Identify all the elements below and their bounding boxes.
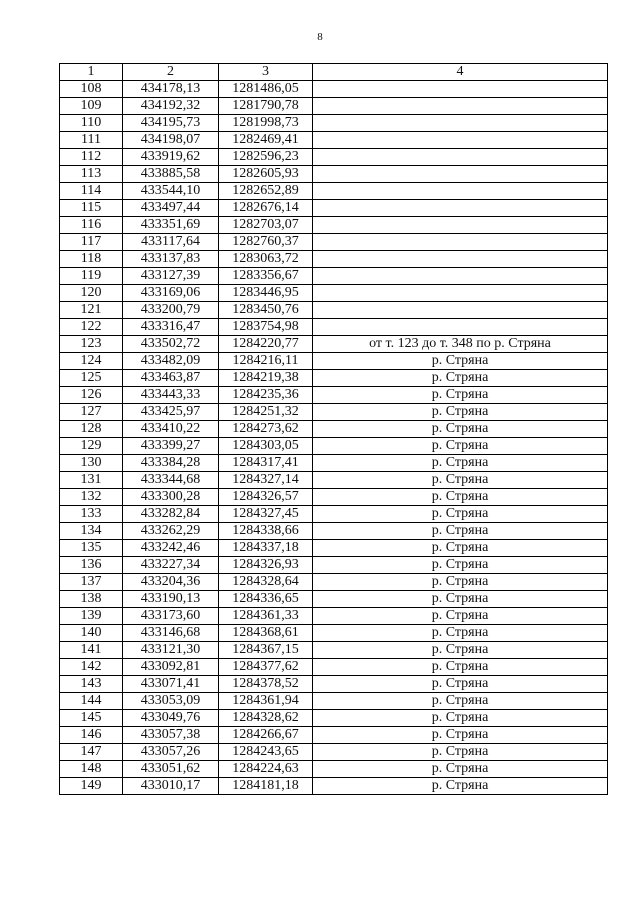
point-number-cell: 145 xyxy=(60,710,123,727)
description-cell: р. Стряна xyxy=(313,608,608,625)
point-number-cell: 131 xyxy=(60,472,123,489)
y-coordinate-cell: 1284326,93 xyxy=(219,557,313,574)
x-coordinate-cell: 433200,79 xyxy=(123,302,219,319)
description-cell: р. Стряна xyxy=(313,523,608,540)
description-cell: р. Стряна xyxy=(313,744,608,761)
y-coordinate-cell: 1283754,98 xyxy=(219,319,313,336)
x-coordinate-cell: 433262,29 xyxy=(123,523,219,540)
description-cell: р. Стряна xyxy=(313,404,608,421)
point-number-cell: 118 xyxy=(60,251,123,268)
point-number-cell: 122 xyxy=(60,319,123,336)
point-number-cell: 125 xyxy=(60,370,123,387)
table-row xyxy=(60,217,608,234)
y-coordinate-cell: 1284327,14 xyxy=(219,472,313,489)
table-row xyxy=(60,761,608,778)
point-number-cell: 114 xyxy=(60,183,123,200)
table-row xyxy=(60,319,608,336)
description-cell: р. Стряна xyxy=(313,387,608,404)
coordinates-table xyxy=(59,63,608,795)
point-number-cell: 129 xyxy=(60,438,123,455)
table-row xyxy=(60,302,608,319)
point-number-cell: 123 xyxy=(60,336,123,353)
description-cell: р. Стряна xyxy=(313,625,608,642)
point-number-cell: 148 xyxy=(60,761,123,778)
table-row xyxy=(60,506,608,523)
x-coordinate-cell: 433344,68 xyxy=(123,472,219,489)
point-number-cell: 133 xyxy=(60,506,123,523)
point-number-cell: 139 xyxy=(60,608,123,625)
table-row xyxy=(60,353,608,370)
y-coordinate-cell: 1284303,05 xyxy=(219,438,313,455)
table-row xyxy=(60,659,608,676)
description-cell xyxy=(313,81,608,98)
description-cell: р. Стряна xyxy=(313,591,608,608)
point-number-cell: 117 xyxy=(60,234,123,251)
x-coordinate-cell: 433057,38 xyxy=(123,727,219,744)
point-number-cell: 130 xyxy=(60,455,123,472)
table-row xyxy=(60,523,608,540)
x-coordinate-cell: 434192,32 xyxy=(123,98,219,115)
table-row xyxy=(60,336,608,353)
x-coordinate-cell: 433482,09 xyxy=(123,353,219,370)
y-coordinate-cell: 1284336,65 xyxy=(219,591,313,608)
table-row xyxy=(60,234,608,251)
x-coordinate-cell: 433316,47 xyxy=(123,319,219,336)
y-coordinate-cell: 1282676,14 xyxy=(219,200,313,217)
y-coordinate-cell: 1284266,67 xyxy=(219,727,313,744)
description-cell xyxy=(313,115,608,132)
description-cell: р. Стряна xyxy=(313,659,608,676)
point-number-cell: 121 xyxy=(60,302,123,319)
header-col-1: 1 xyxy=(60,64,123,81)
point-number-cell: 112 xyxy=(60,149,123,166)
point-number-cell: 146 xyxy=(60,727,123,744)
header-row xyxy=(60,64,608,81)
point-number-cell: 135 xyxy=(60,540,123,557)
x-coordinate-cell: 433146,68 xyxy=(123,625,219,642)
x-coordinate-cell: 433463,87 xyxy=(123,370,219,387)
y-coordinate-cell: 1284243,65 xyxy=(219,744,313,761)
table-row xyxy=(60,132,608,149)
y-coordinate-cell: 1284328,62 xyxy=(219,710,313,727)
table-row xyxy=(60,268,608,285)
x-coordinate-cell: 433127,39 xyxy=(123,268,219,285)
x-coordinate-cell: 434195,73 xyxy=(123,115,219,132)
table-row xyxy=(60,574,608,591)
y-coordinate-cell: 1284378,52 xyxy=(219,676,313,693)
y-coordinate-cell: 1284219,38 xyxy=(219,370,313,387)
table-row xyxy=(60,200,608,217)
table-row xyxy=(60,625,608,642)
description-cell xyxy=(313,98,608,115)
table-row xyxy=(60,455,608,472)
y-coordinate-cell: 1284224,63 xyxy=(219,761,313,778)
y-coordinate-cell: 1284326,57 xyxy=(219,489,313,506)
description-cell xyxy=(313,149,608,166)
y-coordinate-cell: 1282469,41 xyxy=(219,132,313,149)
point-number-cell: 126 xyxy=(60,387,123,404)
description-cell xyxy=(313,183,608,200)
x-coordinate-cell: 433057,26 xyxy=(123,744,219,761)
description-cell xyxy=(313,200,608,217)
y-coordinate-cell: 1282760,37 xyxy=(219,234,313,251)
table-row xyxy=(60,608,608,625)
table-row xyxy=(60,744,608,761)
point-number-cell: 132 xyxy=(60,489,123,506)
point-number-cell: 140 xyxy=(60,625,123,642)
table-row xyxy=(60,370,608,387)
y-coordinate-cell: 1284367,15 xyxy=(219,642,313,659)
table-row xyxy=(60,676,608,693)
table-row xyxy=(60,642,608,659)
point-number-cell: 115 xyxy=(60,200,123,217)
point-number-cell: 127 xyxy=(60,404,123,421)
x-coordinate-cell: 433497,44 xyxy=(123,200,219,217)
description-cell: р. Стряна xyxy=(313,676,608,693)
y-coordinate-cell: 1284327,45 xyxy=(219,506,313,523)
y-coordinate-cell: 1282703,07 xyxy=(219,217,313,234)
description-cell: р. Стряна xyxy=(313,727,608,744)
y-coordinate-cell: 1283356,67 xyxy=(219,268,313,285)
x-coordinate-cell: 433121,30 xyxy=(123,642,219,659)
table-row xyxy=(60,778,608,795)
x-coordinate-cell: 433173,60 xyxy=(123,608,219,625)
x-coordinate-cell: 433443,33 xyxy=(123,387,219,404)
description-cell: р. Стряна xyxy=(313,778,608,795)
x-coordinate-cell: 433053,09 xyxy=(123,693,219,710)
table-header xyxy=(60,64,608,81)
description-cell xyxy=(313,217,608,234)
y-coordinate-cell: 1284220,77 xyxy=(219,336,313,353)
header-col-4: 4 xyxy=(313,64,608,81)
description-cell xyxy=(313,132,608,149)
description-cell xyxy=(313,234,608,251)
description-cell: р. Стряна xyxy=(313,353,608,370)
point-number-cell: 116 xyxy=(60,217,123,234)
table-row xyxy=(60,540,608,557)
y-coordinate-cell: 1284273,62 xyxy=(219,421,313,438)
description-cell: р. Стряна xyxy=(313,761,608,778)
y-coordinate-cell: 1284361,33 xyxy=(219,608,313,625)
point-number-cell: 110 xyxy=(60,115,123,132)
description-cell: р. Стряна xyxy=(313,506,608,523)
table-row xyxy=(60,149,608,166)
table-row xyxy=(60,421,608,438)
y-coordinate-cell: 1284317,41 xyxy=(219,455,313,472)
description-cell xyxy=(313,251,608,268)
x-coordinate-cell: 433410,22 xyxy=(123,421,219,438)
description-cell: р. Стряна xyxy=(313,642,608,659)
table-body xyxy=(60,81,608,795)
table-row xyxy=(60,591,608,608)
point-number-cell: 128 xyxy=(60,421,123,438)
description-cell: р. Стряна xyxy=(313,557,608,574)
description-cell xyxy=(313,285,608,302)
x-coordinate-cell: 433204,36 xyxy=(123,574,219,591)
x-coordinate-cell: 434198,07 xyxy=(123,132,219,149)
y-coordinate-cell: 1281998,73 xyxy=(219,115,313,132)
point-number-cell: 124 xyxy=(60,353,123,370)
point-number-cell: 144 xyxy=(60,693,123,710)
description-cell: р. Стряна xyxy=(313,370,608,387)
y-coordinate-cell: 1284338,66 xyxy=(219,523,313,540)
x-coordinate-cell: 433010,17 xyxy=(123,778,219,795)
table-row xyxy=(60,693,608,710)
point-number-cell: 113 xyxy=(60,166,123,183)
description-cell: р. Стряна xyxy=(313,693,608,710)
x-coordinate-cell: 433117,64 xyxy=(123,234,219,251)
description-cell: р. Стряна xyxy=(313,421,608,438)
y-coordinate-cell: 1281486,05 xyxy=(219,81,313,98)
description-cell xyxy=(313,319,608,336)
y-coordinate-cell: 1284368,61 xyxy=(219,625,313,642)
table-row xyxy=(60,557,608,574)
x-coordinate-cell: 433502,72 xyxy=(123,336,219,353)
x-coordinate-cell: 433300,28 xyxy=(123,489,219,506)
y-coordinate-cell: 1281790,78 xyxy=(219,98,313,115)
x-coordinate-cell: 433351,69 xyxy=(123,217,219,234)
y-coordinate-cell: 1284377,62 xyxy=(219,659,313,676)
point-number-cell: 120 xyxy=(60,285,123,302)
table-row xyxy=(60,166,608,183)
x-coordinate-cell: 433169,06 xyxy=(123,285,219,302)
table-row xyxy=(60,115,608,132)
table-row xyxy=(60,710,608,727)
point-number-cell: 109 xyxy=(60,98,123,115)
table-row xyxy=(60,727,608,744)
y-coordinate-cell: 1284361,94 xyxy=(219,693,313,710)
x-coordinate-cell: 433425,97 xyxy=(123,404,219,421)
x-coordinate-cell: 433282,84 xyxy=(123,506,219,523)
description-cell: р. Стряна xyxy=(313,710,608,727)
x-coordinate-cell: 433137,83 xyxy=(123,251,219,268)
point-number-cell: 149 xyxy=(60,778,123,795)
point-number-cell: 108 xyxy=(60,81,123,98)
description-cell: р. Стряна xyxy=(313,540,608,557)
x-coordinate-cell: 433071,41 xyxy=(123,676,219,693)
table-row xyxy=(60,489,608,506)
y-coordinate-cell: 1284337,18 xyxy=(219,540,313,557)
header-col-2: 2 xyxy=(123,64,219,81)
description-cell: р. Стряна xyxy=(313,438,608,455)
y-coordinate-cell: 1284328,64 xyxy=(219,574,313,591)
table-row xyxy=(60,251,608,268)
table-row xyxy=(60,387,608,404)
point-number-cell: 141 xyxy=(60,642,123,659)
table-row xyxy=(60,404,608,421)
x-coordinate-cell: 433919,62 xyxy=(123,149,219,166)
point-number-cell: 119 xyxy=(60,268,123,285)
x-coordinate-cell: 433384,28 xyxy=(123,455,219,472)
x-coordinate-cell: 433399,27 xyxy=(123,438,219,455)
description-cell: р. Стряна xyxy=(313,472,608,489)
table-row xyxy=(60,183,608,200)
point-number-cell: 136 xyxy=(60,557,123,574)
x-coordinate-cell: 433051,62 xyxy=(123,761,219,778)
table-row xyxy=(60,438,608,455)
x-coordinate-cell: 433544,10 xyxy=(123,183,219,200)
x-coordinate-cell: 433242,46 xyxy=(123,540,219,557)
x-coordinate-cell: 433092,81 xyxy=(123,659,219,676)
x-coordinate-cell: 433049,76 xyxy=(123,710,219,727)
description-cell: от т. 123 до т. 348 по р. Стряна xyxy=(313,336,608,353)
y-coordinate-cell: 1282605,93 xyxy=(219,166,313,183)
point-number-cell: 143 xyxy=(60,676,123,693)
x-coordinate-cell: 433885,58 xyxy=(123,166,219,183)
table-row xyxy=(60,472,608,489)
description-cell xyxy=(313,166,608,183)
y-coordinate-cell: 1282652,89 xyxy=(219,183,313,200)
table-row xyxy=(60,98,608,115)
point-number-cell: 142 xyxy=(60,659,123,676)
y-coordinate-cell: 1283450,76 xyxy=(219,302,313,319)
table-row xyxy=(60,285,608,302)
page-number: 8 xyxy=(317,31,323,43)
point-number-cell: 111 xyxy=(60,132,123,149)
y-coordinate-cell: 1284216,11 xyxy=(219,353,313,370)
y-coordinate-cell: 1284181,18 xyxy=(219,778,313,795)
y-coordinate-cell: 1283446,95 xyxy=(219,285,313,302)
x-coordinate-cell: 433227,34 xyxy=(123,557,219,574)
description-cell xyxy=(313,268,608,285)
y-coordinate-cell: 1284235,36 xyxy=(219,387,313,404)
header-col-3: 3 xyxy=(219,64,313,81)
x-coordinate-cell: 434178,13 xyxy=(123,81,219,98)
x-coordinate-cell: 433190,13 xyxy=(123,591,219,608)
description-cell xyxy=(313,302,608,319)
point-number-cell: 137 xyxy=(60,574,123,591)
y-coordinate-cell: 1282596,23 xyxy=(219,149,313,166)
point-number-cell: 138 xyxy=(60,591,123,608)
table-row xyxy=(60,81,608,98)
y-coordinate-cell: 1284251,32 xyxy=(219,404,313,421)
description-cell: р. Стряна xyxy=(313,489,608,506)
description-cell: р. Стряна xyxy=(313,455,608,472)
point-number-cell: 134 xyxy=(60,523,123,540)
y-coordinate-cell: 1283063,72 xyxy=(219,251,313,268)
description-cell: р. Стряна xyxy=(313,574,608,591)
point-number-cell: 147 xyxy=(60,744,123,761)
